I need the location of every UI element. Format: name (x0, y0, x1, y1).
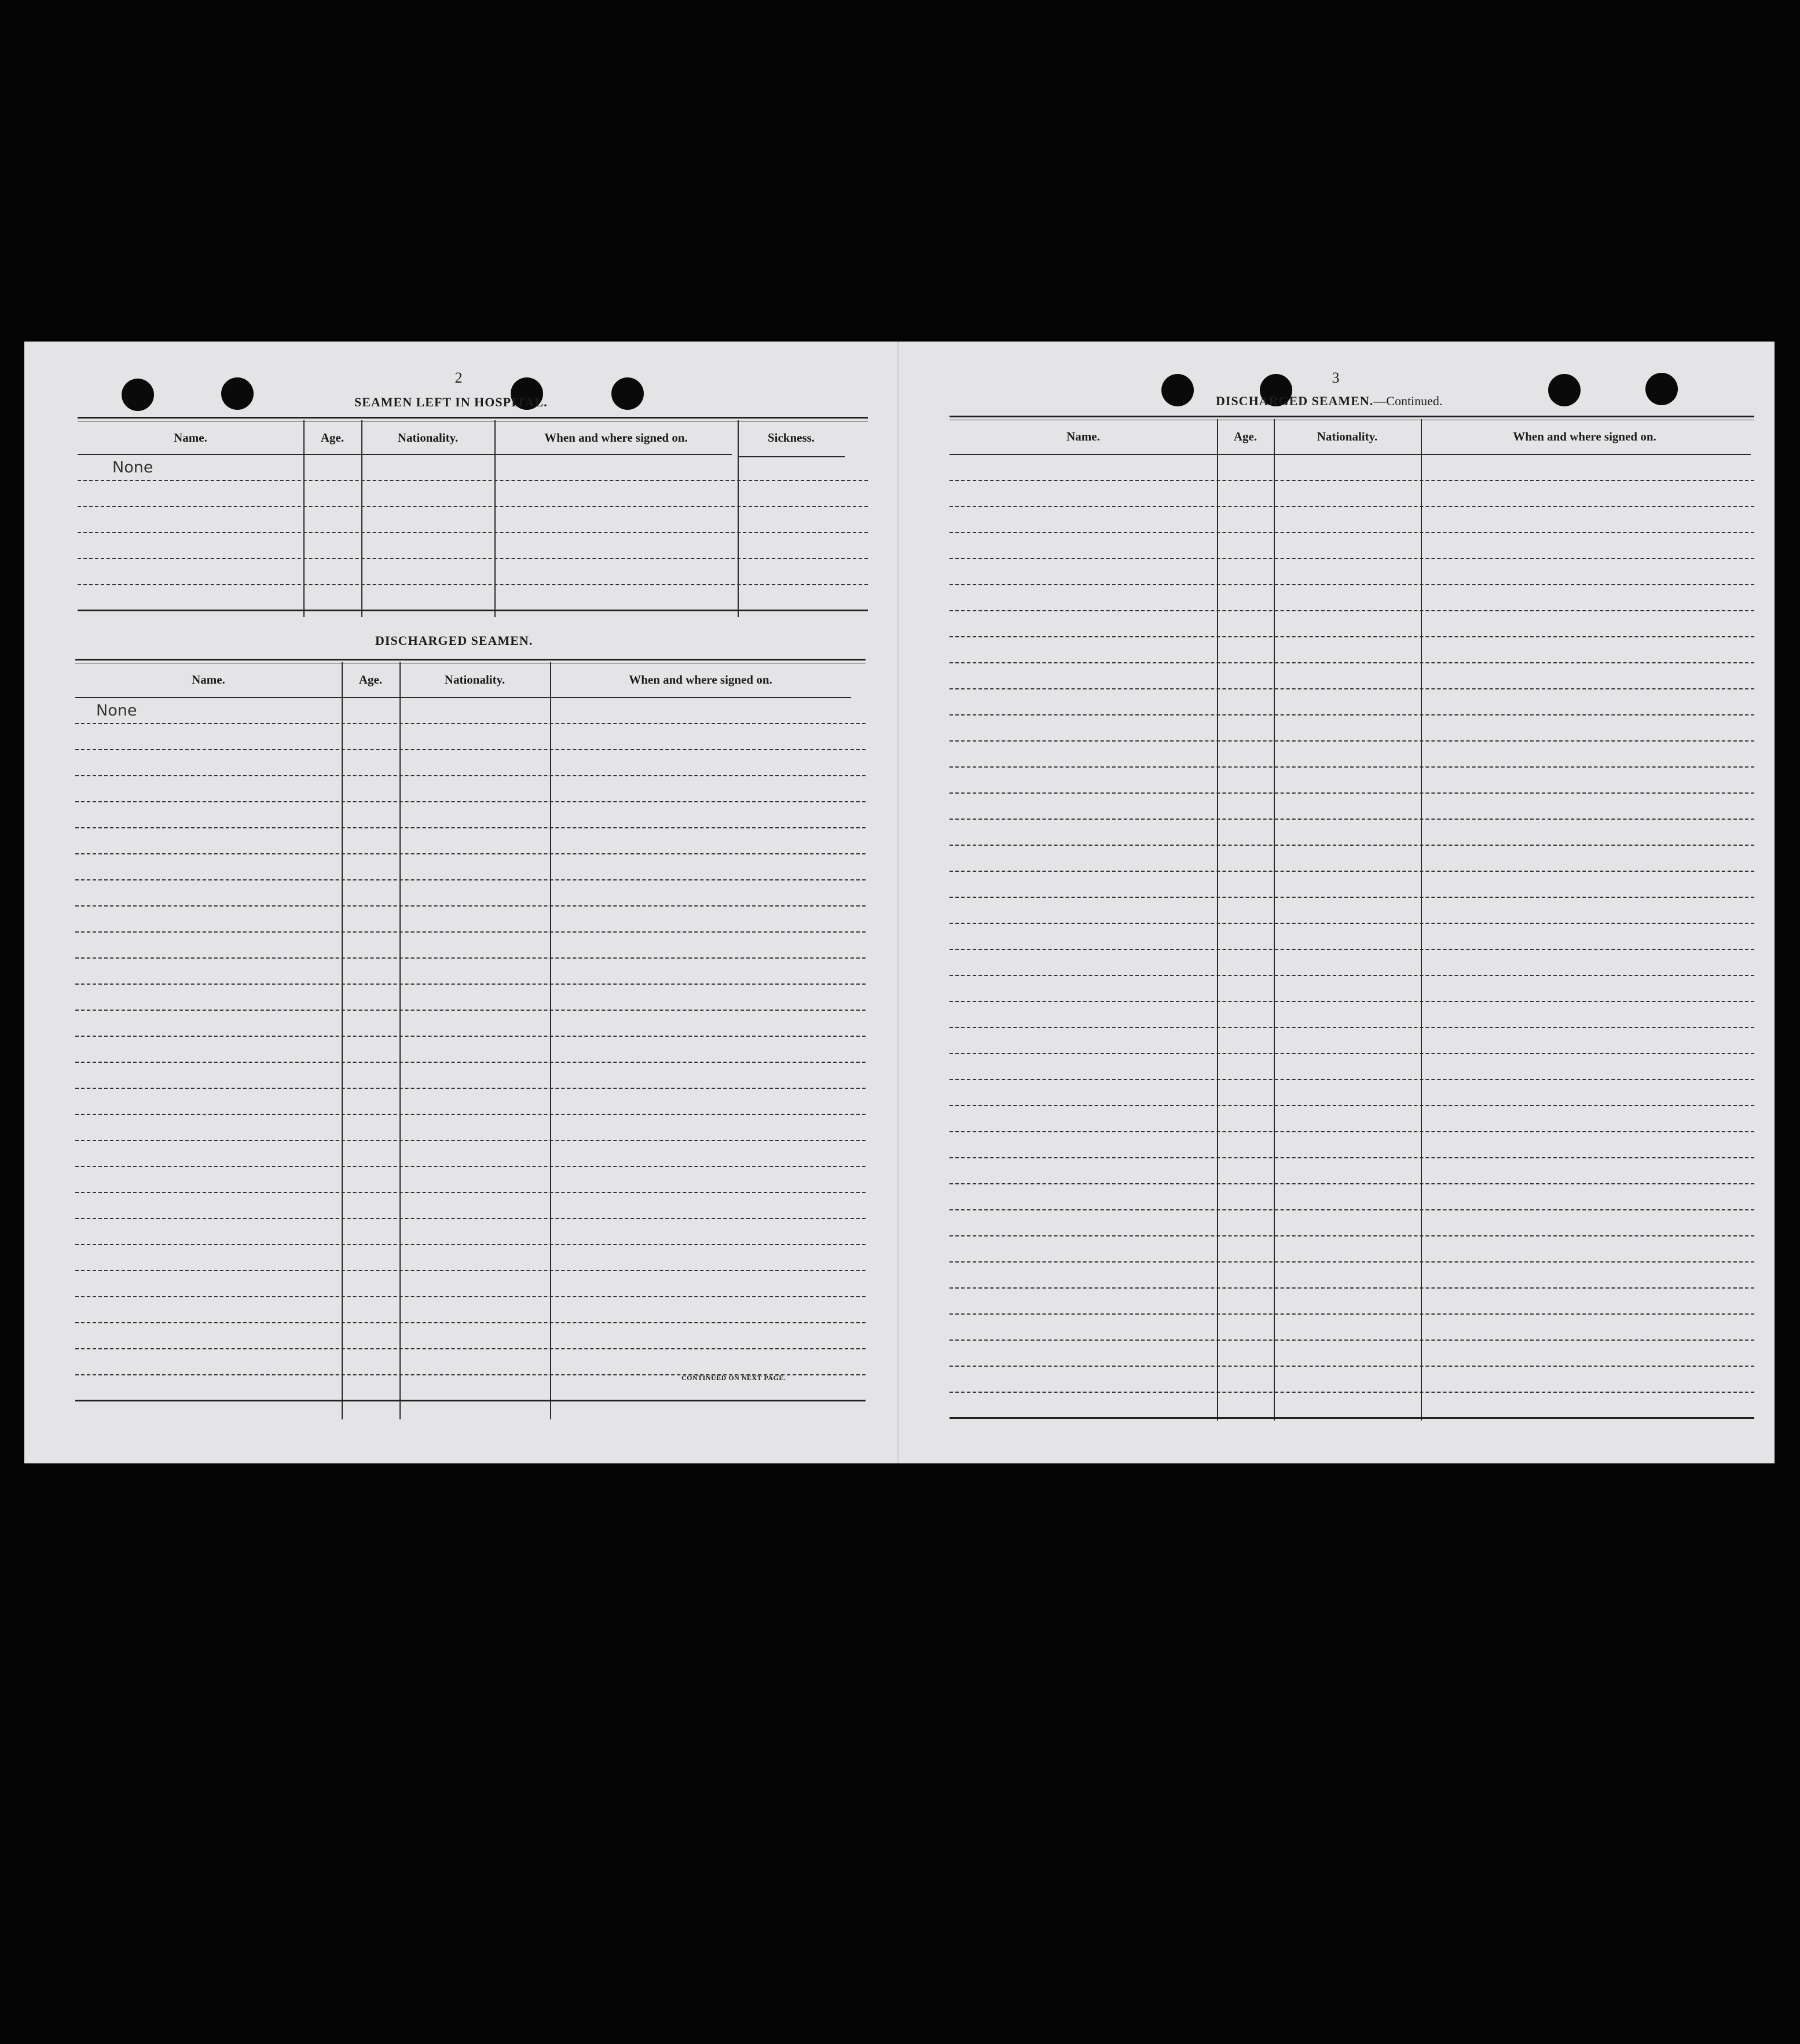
table-row (950, 976, 1754, 1002)
table-row (950, 715, 1754, 742)
document-sheet (24, 342, 1775, 1463)
page-number: 2 (454, 369, 463, 386)
table-row (78, 533, 868, 559)
table-row (950, 1028, 1754, 1054)
table-row (950, 559, 1754, 585)
table-row (75, 1115, 866, 1141)
page-fold (897, 342, 899, 1463)
table-row (950, 1080, 1754, 1106)
col-header-name: Name. (174, 430, 207, 445)
table-row (78, 481, 868, 507)
table-row (950, 1236, 1754, 1263)
table-row (950, 1393, 1754, 1419)
table-row (75, 750, 866, 776)
table-row (75, 1193, 866, 1219)
punch-hole (1161, 374, 1194, 406)
discharged-continued-title: DISCHARGED SEAMEN.—Continued. (1216, 394, 1443, 408)
table-row (950, 768, 1754, 794)
discharged-table (75, 659, 866, 1423)
table-row (950, 637, 1754, 663)
table-row (75, 1349, 866, 1375)
table-row (950, 1158, 1754, 1184)
table-row (75, 1141, 866, 1167)
table-row (75, 1089, 866, 1115)
punch-hole (1548, 374, 1581, 406)
table-row (75, 959, 866, 985)
table-row (950, 1002, 1754, 1028)
punch-hole (1645, 373, 1678, 405)
col-header-name: Name. (192, 672, 225, 687)
table-row (75, 854, 866, 880)
table-row (950, 846, 1754, 872)
table-row (950, 1106, 1754, 1132)
table-row (950, 533, 1754, 559)
table-row (75, 828, 866, 854)
table-row (75, 698, 866, 724)
table-row (950, 742, 1754, 768)
table-row (78, 507, 868, 533)
table-row (950, 1210, 1754, 1236)
table-row (75, 1037, 866, 1063)
table-row (950, 1263, 1754, 1289)
table-row (75, 1323, 866, 1349)
col-header-nationality: Nationality. (444, 672, 505, 687)
col-header-nationality: Nationality. (1317, 429, 1378, 443)
table-row (75, 1063, 866, 1089)
discharged-continued-table (950, 416, 1754, 1423)
table-row (950, 898, 1754, 924)
col-header-signed-on: When and where signed on. (1513, 429, 1656, 443)
handwritten-entry: None (112, 458, 153, 476)
table-row (75, 907, 866, 933)
table-row (950, 794, 1754, 820)
table-row (950, 507, 1754, 533)
col-header-age: Age. (358, 672, 383, 687)
table-row (75, 1219, 866, 1245)
punch-hole (611, 377, 644, 410)
col-header-name: Name. (1066, 429, 1100, 443)
col-header-signed-on: When and where signed on. (544, 430, 688, 445)
punch-hole (221, 377, 254, 410)
table-row (950, 1315, 1754, 1341)
hospital-table (78, 417, 868, 619)
table-row (950, 1341, 1754, 1367)
table-row (950, 1184, 1754, 1210)
table-row (950, 585, 1754, 611)
table-row (950, 663, 1754, 689)
punch-hole (122, 379, 154, 411)
handwritten-entry: None (96, 702, 137, 720)
table-row (950, 1289, 1754, 1315)
table-row (78, 559, 868, 585)
table-row (950, 872, 1754, 898)
table-row (950, 455, 1754, 481)
table-row (75, 985, 866, 1011)
col-header-age: Age. (1233, 429, 1258, 443)
col-header-signed-on: When and where signed on. (629, 672, 772, 687)
table-row (75, 1167, 866, 1193)
col-header-age: Age. (320, 430, 344, 445)
table-row (75, 802, 866, 828)
table-row (950, 481, 1754, 507)
page-number: 3 (1332, 369, 1340, 386)
table-row (950, 950, 1754, 976)
hospital-section-title: SEAMEN LEFT IN HOSPITAL. (354, 395, 548, 409)
table-row (75, 776, 866, 802)
col-header-sickness: Sickness. (767, 430, 815, 445)
continued-note: CONTINUED ON NEXT PAGE. (681, 1374, 786, 1382)
table-row (75, 1011, 866, 1037)
table-row (75, 1297, 866, 1323)
table-row (75, 1271, 866, 1297)
table-row (75, 933, 866, 959)
table-row (950, 1054, 1754, 1080)
table-row (950, 1367, 1754, 1393)
table-row (75, 880, 866, 907)
table-row (950, 689, 1754, 715)
table-row (950, 611, 1754, 637)
table-row (950, 924, 1754, 950)
table-row (78, 585, 868, 611)
discharged-section-title: DISCHARGED SEAMEN. (375, 633, 533, 648)
table-row (950, 820, 1754, 846)
col-header-nationality: Nationality. (397, 430, 459, 445)
table-row (75, 1245, 866, 1271)
table-row (75, 724, 866, 750)
table-row (950, 1132, 1754, 1158)
table-row (78, 455, 868, 481)
